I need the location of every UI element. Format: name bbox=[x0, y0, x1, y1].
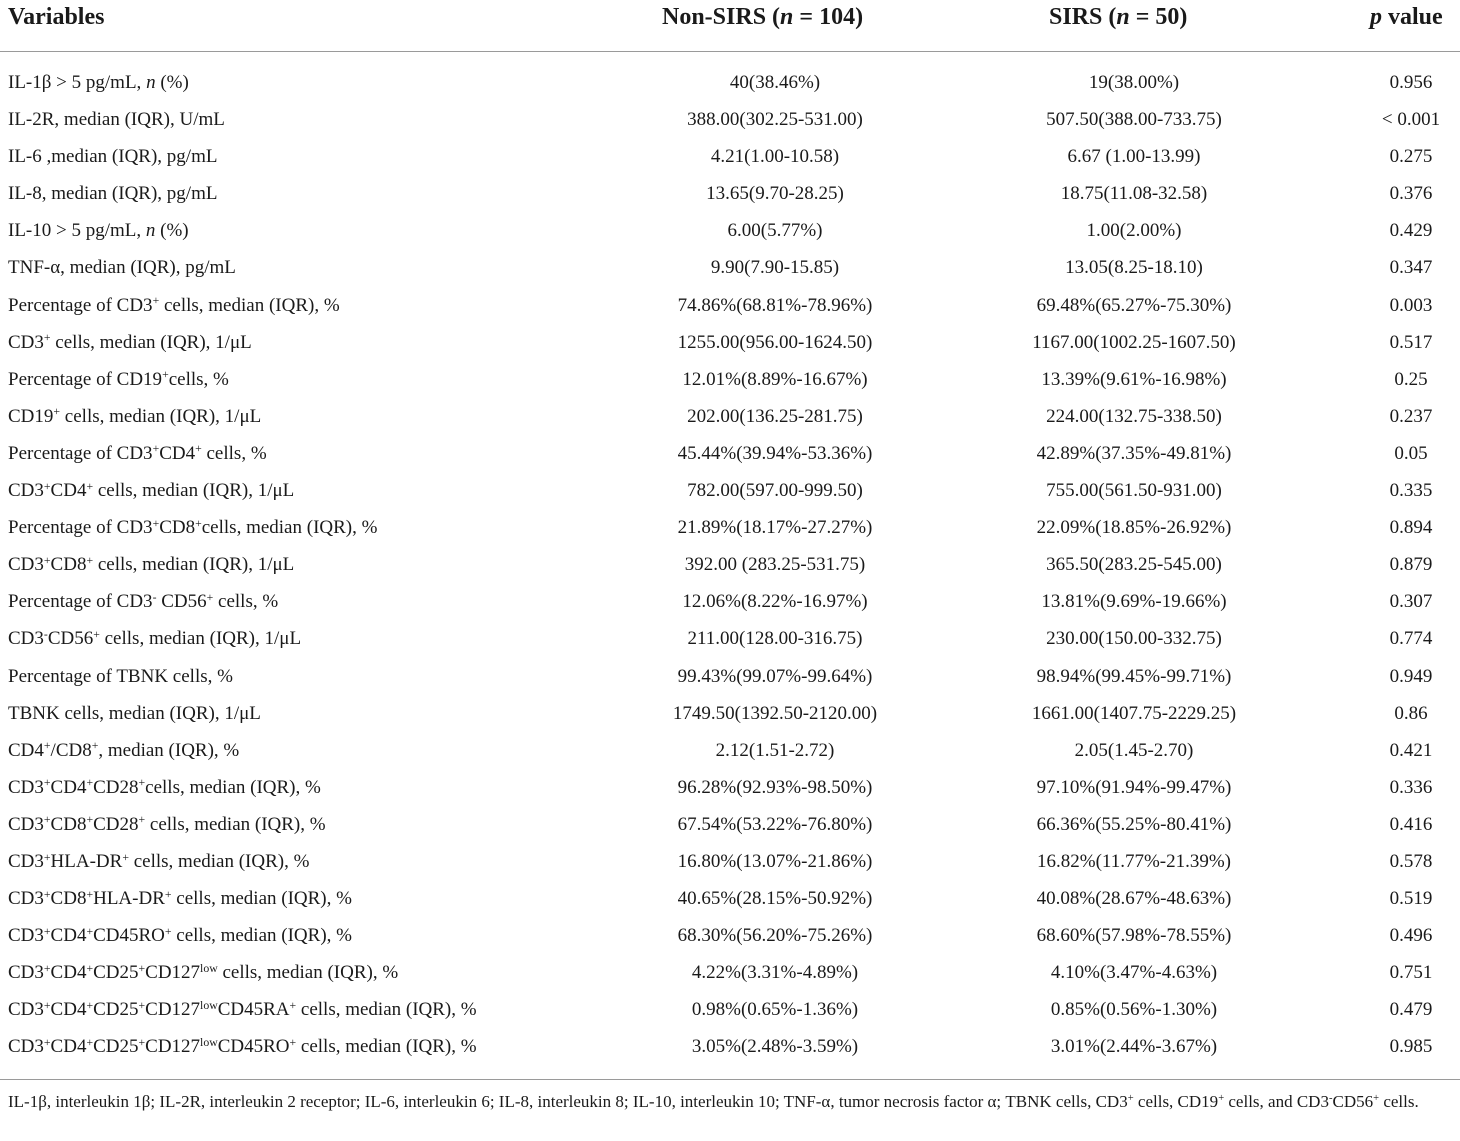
row-sirs-value: 230.00(150.00-332.75) bbox=[1046, 628, 1222, 650]
row-sirs-value: 13.05(8.25-18.10) bbox=[1065, 257, 1203, 279]
row-non-sirs-value: 9.90(7.90-15.85) bbox=[710, 257, 840, 279]
row-p-value: 0.578 bbox=[1389, 850, 1433, 872]
row-non-sirs-value: 68.30%(56.20%-75.26%) bbox=[677, 925, 873, 947]
header-variables: Variables bbox=[8, 4, 105, 30]
row-p-value: 0.517 bbox=[1389, 331, 1433, 353]
row-sirs-value: 507.50(388.00-733.75) bbox=[1046, 109, 1222, 131]
row-sirs-value: 1661.00(1407.75-2229.25) bbox=[1031, 702, 1237, 724]
row-non-sirs-value: 45.44%(39.94%-53.36%) bbox=[677, 442, 873, 464]
row-variable: CD3+CD8+HLA-DR+ cells, median (IQR), % bbox=[8, 887, 352, 910]
row-p-value: 0.479 bbox=[1389, 999, 1433, 1021]
row-sirs-value: 22.09%(18.85%-26.92%) bbox=[1036, 517, 1232, 539]
row-sirs-value: 97.10%(91.94%-99.47%) bbox=[1036, 776, 1232, 798]
row-sirs-value: 42.89%(37.35%-49.81%) bbox=[1036, 442, 1232, 464]
header-sirs: SIRS (n = 50) bbox=[1049, 4, 1188, 30]
row-variable: Percentage of CD19+cells, % bbox=[8, 368, 229, 390]
row-sirs-value: 0.85%(0.56%-1.30%) bbox=[1050, 999, 1218, 1021]
row-non-sirs-value: 13.65(9.70-28.25) bbox=[706, 183, 844, 205]
row-variable: IL-8, median (IQR), pg/mL bbox=[8, 183, 218, 205]
row-p-value: 0.421 bbox=[1389, 739, 1433, 761]
row-p-value: 0.956 bbox=[1389, 72, 1433, 93]
table-row bbox=[0, 845, 1460, 882]
row-p-value: 0.429 bbox=[1389, 220, 1433, 242]
row-sirs-value: 18.75(11.08-32.58) bbox=[1060, 183, 1208, 205]
table-row bbox=[0, 734, 1460, 771]
row-p-value: 0.751 bbox=[1389, 962, 1433, 984]
row-non-sirs-value: 1749.50(1392.50-2120.00) bbox=[672, 702, 878, 724]
row-p-value: 0.894 bbox=[1389, 517, 1433, 539]
row-p-value: 0.949 bbox=[1389, 665, 1433, 687]
table-header bbox=[0, 0, 1460, 52]
table-row bbox=[0, 474, 1460, 511]
row-non-sirs-value: 96.28%(92.93%-98.50%) bbox=[677, 776, 873, 798]
table-row bbox=[0, 771, 1460, 808]
row-sirs-value: 224.00(132.75-338.50) bbox=[1046, 405, 1222, 427]
row-sirs-value: 365.50(283.25-545.00) bbox=[1046, 554, 1222, 576]
row-sirs-value: 40.08%(28.67%-48.63%) bbox=[1036, 888, 1232, 910]
table-row bbox=[0, 622, 1460, 659]
row-p-value: 0.774 bbox=[1389, 628, 1433, 650]
table-row bbox=[0, 808, 1460, 845]
row-p-value: 0.335 bbox=[1389, 480, 1433, 502]
table-row bbox=[0, 140, 1460, 177]
row-non-sirs-value: 12.06%(8.22%-16.97%) bbox=[682, 591, 868, 613]
row-variable: CD19+ cells, median (IQR), 1/μL bbox=[8, 405, 262, 427]
table-row bbox=[0, 251, 1460, 288]
table-body bbox=[0, 66, 1460, 1068]
table-row bbox=[0, 882, 1460, 919]
table-row bbox=[0, 697, 1460, 734]
row-variable: TNF-α, median (IQR), pg/mL bbox=[8, 257, 236, 279]
row-non-sirs-value: 4.21(1.00-10.58) bbox=[710, 146, 840, 168]
row-non-sirs-value: 21.89%(18.17%-27.27%) bbox=[677, 517, 873, 539]
row-variable: CD3+CD4+CD45RO+ cells, median (IQR), % bbox=[8, 924, 352, 947]
table-row bbox=[0, 214, 1460, 251]
row-non-sirs-value: 782.00(597.00-999.50) bbox=[687, 480, 863, 502]
row-sirs-value: 13.39%(9.61%-16.98%) bbox=[1041, 368, 1227, 390]
row-variable: IL-6 ,median (IQR), pg/mL bbox=[8, 146, 218, 168]
table-row bbox=[0, 289, 1460, 326]
table-row bbox=[0, 548, 1460, 585]
row-sirs-value: 1.00(2.00%) bbox=[1086, 220, 1182, 242]
row-variable: IL-2R, median (IQR), U/mL bbox=[8, 109, 225, 131]
row-p-value: 0.879 bbox=[1389, 554, 1433, 576]
row-non-sirs-value: 16.80%(13.07%-21.86%) bbox=[677, 850, 873, 872]
header-p-value: p value bbox=[1370, 4, 1443, 30]
table-row bbox=[0, 177, 1460, 214]
row-p-value: 0.003 bbox=[1389, 294, 1433, 316]
row-non-sirs-value: 40(38.46%) bbox=[729, 72, 821, 93]
row-variable: CD3+CD4+ cells, median (IQR), 1/μL bbox=[8, 479, 295, 502]
row-p-value: 0.275 bbox=[1389, 146, 1433, 168]
row-non-sirs-value: 2.12(1.51-2.72) bbox=[715, 739, 835, 761]
row-sirs-value: 4.10%(3.47%-4.63%) bbox=[1050, 962, 1218, 984]
row-non-sirs-value: 1255.00(956.00-1624.50) bbox=[677, 331, 873, 353]
row-p-value: < 0.001 bbox=[1381, 109, 1441, 131]
row-sirs-value: 1167.00(1002.25-1607.50) bbox=[1032, 331, 1236, 353]
row-non-sirs-value: 40.65%(28.15%-50.92%) bbox=[677, 888, 873, 910]
row-variable: CD3+CD8+CD28+ cells, median (IQR), % bbox=[8, 813, 326, 835]
row-variable: CD3+CD8+ cells, median (IQR), 1/μL bbox=[8, 553, 295, 576]
row-p-value: 0.05 bbox=[1394, 442, 1428, 464]
table-row bbox=[0, 400, 1460, 437]
row-p-value: 0.307 bbox=[1389, 591, 1433, 613]
row-variable: Percentage of CD3+CD4+ cells, % bbox=[8, 442, 267, 464]
row-non-sirs-value: 4.22%(3.31%-4.89%) bbox=[691, 962, 859, 984]
table-row bbox=[0, 919, 1460, 956]
table-row bbox=[0, 1030, 1460, 1067]
row-p-value: 0.985 bbox=[1389, 1036, 1433, 1058]
row-sirs-value: 755.00(561.50-931.00) bbox=[1046, 480, 1222, 502]
header-non-sirs: Non-SIRS (n = 104) bbox=[662, 4, 864, 30]
table-row bbox=[0, 437, 1460, 474]
row-variable: $CD3^+CD4^+CD25^+CD127^{low}CD45RA^+$ cells, median (IQR), % bbox=[8, 998, 477, 1021]
row-sirs-value: 6.67 (1.00-13.99) bbox=[1067, 146, 1201, 168]
row-p-value: 0.496 bbox=[1389, 925, 1433, 947]
table-row bbox=[0, 993, 1460, 1030]
table-row bbox=[0, 66, 1460, 103]
row-non-sirs-value: 6.00(5.77%) bbox=[727, 220, 823, 242]
row-sirs-value: 16.82%(11.77%-21.39%) bbox=[1036, 850, 1232, 872]
table-row bbox=[0, 585, 1460, 622]
row-sirs-value: 2.05(1.45-2.70) bbox=[1074, 739, 1194, 761]
row-variable: Percentage of CD3- CD56+ cells, % bbox=[8, 590, 279, 613]
table-footnote: IL-1β, interleukin 1β; IL-2R, interleukin 2 receptor; IL-6, interleukin 6; IL-8, interleukin 8; IL-10, interleukin 10; TNF-α, tumor necrosis factor α; TBNK cells, CD3+ cells, CD19+ cells, and CD3-CD56+ cells. bbox=[0, 1079, 1460, 1114]
row-sirs-value: 68.60%(57.98%-78.55%) bbox=[1036, 925, 1232, 947]
row-p-value: 0.519 bbox=[1389, 888, 1433, 910]
row-variable: CD3+ cells, median (IQR), 1/μL bbox=[8, 331, 252, 353]
row-sirs-value: 19(38.00%) bbox=[1088, 72, 1180, 93]
row-variable: IL-1β > 5 pg/mL, n (%) bbox=[8, 72, 189, 93]
row-variable: Percentage of TBNK cells, % bbox=[8, 665, 233, 687]
row-sirs-value: 69.48%(65.27%-75.30%) bbox=[1036, 294, 1232, 316]
row-variable: CD3-CD56+ cells, median (IQR), 1/μL bbox=[8, 627, 302, 650]
row-p-value: 0.25 bbox=[1394, 368, 1428, 390]
row-sirs-value: 13.81%(9.69%-19.66%) bbox=[1041, 591, 1227, 613]
row-p-value: 0.376 bbox=[1389, 183, 1433, 205]
row-non-sirs-value: 74.86%(68.81%-78.96%) bbox=[677, 294, 873, 316]
row-variable: IL-10 > 5 pg/mL, n (%) bbox=[8, 220, 189, 242]
table-row bbox=[0, 511, 1460, 548]
row-p-value: 0.416 bbox=[1389, 813, 1433, 835]
row-p-value: 0.347 bbox=[1389, 257, 1433, 279]
row-non-sirs-value: 67.54%(53.22%-76.80%) bbox=[677, 813, 873, 835]
row-p-value: 0.336 bbox=[1389, 776, 1433, 798]
row-p-value: 0.86 bbox=[1394, 702, 1428, 724]
row-non-sirs-value: 392.00 (283.25-531.75) bbox=[684, 554, 866, 576]
row-p-value: 0.237 bbox=[1389, 405, 1433, 427]
table-row bbox=[0, 103, 1460, 140]
row-non-sirs-value: 12.01%(8.89%-16.67%) bbox=[682, 368, 868, 390]
row-sirs-value: 3.01%(2.44%-3.67%) bbox=[1050, 1036, 1218, 1058]
row-variable: $CD3^+CD4^+CD25^+CD127^{low}$ cells, median (IQR), % bbox=[8, 961, 399, 984]
row-variable: CD3+CD4+CD28+cells, median (IQR), % bbox=[8, 776, 321, 798]
row-non-sirs-value: 3.05%(2.48%-3.59%) bbox=[691, 1036, 859, 1058]
row-non-sirs-value: 0.98%(0.65%-1.36%) bbox=[691, 999, 859, 1021]
row-non-sirs-value: 388.00(302.25-531.00) bbox=[687, 109, 863, 131]
row-variable: Percentage of CD3+CD8+cells, median (IQR), % bbox=[8, 516, 378, 539]
row-sirs-value: 98.94%(99.45%-99.71%) bbox=[1036, 665, 1232, 687]
row-variable: $CD3^+CD4^+CD25^+CD127^{low}CD45RO^+$ cells, median (IQR), % bbox=[8, 1035, 477, 1058]
row-non-sirs-value: 99.43%(99.07%-99.64%) bbox=[677, 665, 873, 687]
row-variable: CD4+/CD8+, median (IQR), % bbox=[8, 739, 240, 761]
row-sirs-value: 66.36%(55.25%-80.41%) bbox=[1036, 813, 1232, 835]
row-variable: TBNK cells, median (IQR), 1/μL bbox=[8, 702, 261, 724]
row-variable: Percentage of CD3+ cells, median (IQR), % bbox=[8, 294, 340, 316]
row-variable: CD3+HLA-DR+ cells, median (IQR), % bbox=[8, 850, 310, 872]
row-non-sirs-value: 211.00(128.00-316.75) bbox=[687, 628, 863, 650]
table-row bbox=[0, 363, 1460, 400]
table-row bbox=[0, 326, 1460, 363]
row-non-sirs-value: 202.00(136.25-281.75) bbox=[687, 405, 863, 427]
table-row bbox=[0, 956, 1460, 993]
table-row bbox=[0, 660, 1460, 697]
